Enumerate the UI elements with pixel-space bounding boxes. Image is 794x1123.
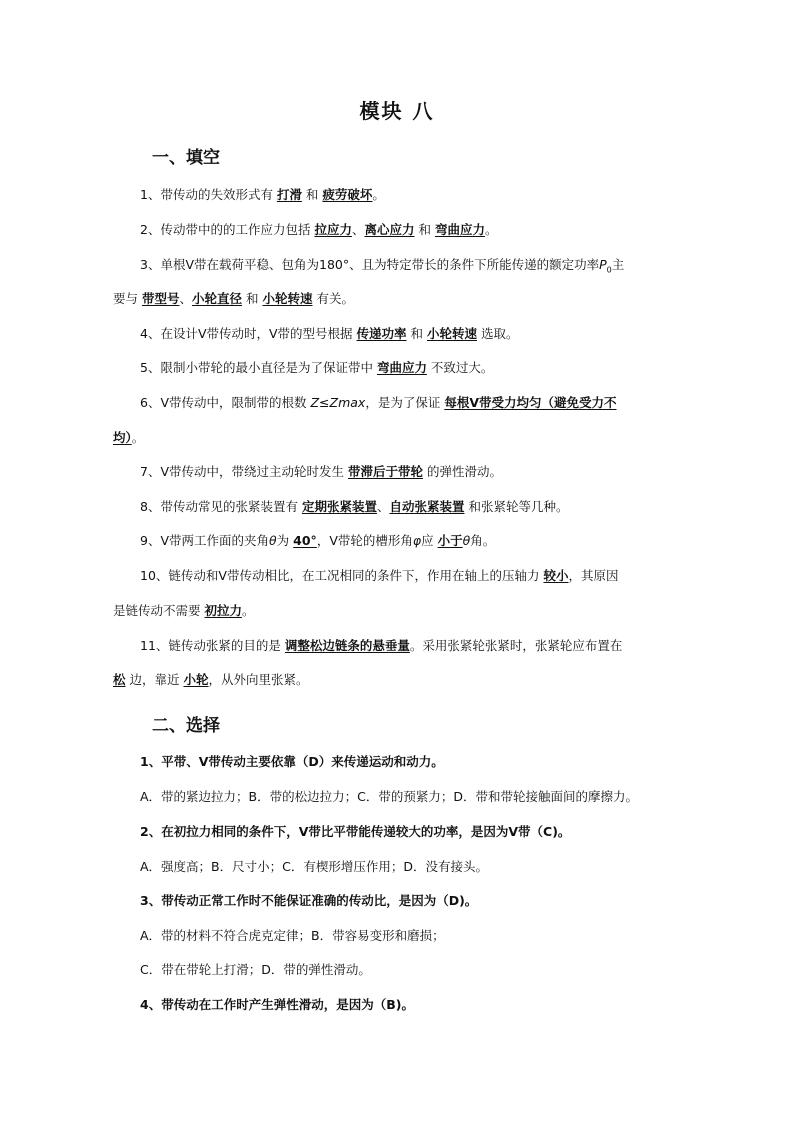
fill-question-1: 1、带传动的失效形式有 打滑 和 疲劳破坏。 [140, 187, 385, 202]
fill-question-3-line-2: 要与 带型号、小轮直径 和 小轮转速 有关。 [113, 291, 354, 306]
choice-question-3-options-line-1: A．带的材料不符合虎克定律；B．带容易变形和磨损； [140, 928, 445, 943]
choice-question-2: 2、在初拉力相同的条件下，V带比平带能传递较大的功率，是因为V带（C)。 [140, 824, 571, 839]
fill-question-5: 5、限制小带轮的最小直径是为了保证带中 弯曲应力 不致过大。 [140, 360, 494, 375]
choice-question-3-options-line-2: C．带在带轮上打滑；D．带的弹性滑动。 [140, 962, 371, 977]
section-heading-choice: 二、选择 [152, 716, 220, 736]
choice-question-4: 4、带传动在工作时产生弹性滑动，是因为（B)。 [140, 997, 414, 1012]
fill-question-9: 9、V带两工作面的夹角θ为 40°，V带轮的槽形角φ应 小于θ角。 [140, 533, 496, 548]
fill-question-11-line-2: 松 边，靠近 小轮，从外向里张紧。 [113, 672, 309, 687]
fill-question-11-line-1: 11、链传动张紧的目的是 调整松边链条的悬垂量。采用张紧轮张紧时，张紧轮应布置在 [140, 638, 623, 653]
fill-question-3-line-1: 3、单根V带在载荷平稳、包角为180°、且为特定带长的条件下所能传递的额定功率$P_0$主 [140, 257, 625, 275]
fill-question-8: 8、带传动常见的张紧装置有 定期张紧装置、自动张紧装置 和张紧轮等几种。 [140, 499, 569, 514]
fill-question-2: 2、传动带中的的工作应力包括 拉应力、离心应力 和 弯曲应力。 [140, 222, 498, 237]
page-title: 模块 八 [359, 99, 435, 123]
fill-question-7: 7、V带传动中，带绕过主动轮时发生 带滞后于带轮 的弹性滑动。 [140, 464, 502, 479]
choice-question-3: 3、带传动正常工作时不能保证准确的传动比，是因为（D)。 [140, 893, 478, 908]
choice-question-1: 1、平带、V带传动主要依靠（D）来传递运动和动力。 [140, 754, 444, 769]
fill-question-10-line-2: 是链传动不需要 初拉力。 [113, 603, 255, 618]
fill-question-10-line-1: 10、链传动和V带传动相比，在工况相同的条件下，作用在轴上的压轴力 较小，其原因 [140, 568, 619, 583]
fill-question-6-line-1: 6、V带传动中，限制带的根数 Z≤Zmax，是为了保证 每根V带受力均匀（避免受力不 [140, 395, 617, 410]
section-heading-fill: 一、填空 [152, 148, 220, 168]
choice-question-1-options: A．带的紧边拉力；B．带的松边拉力；C．带的预紧力；D．带和带轮接触面间的摩擦力。 [140, 789, 638, 804]
choice-question-2-options: A．强度高；B．尺寸小；C．有楔形增压作用；D．没有接头。 [140, 859, 488, 874]
fill-question-4: 4、在设计V带传动时，V带的型号根据 传递功率 和 小轮转速 选取。 [140, 326, 519, 341]
fill-question-6-line-2: 均）。 [113, 430, 145, 445]
